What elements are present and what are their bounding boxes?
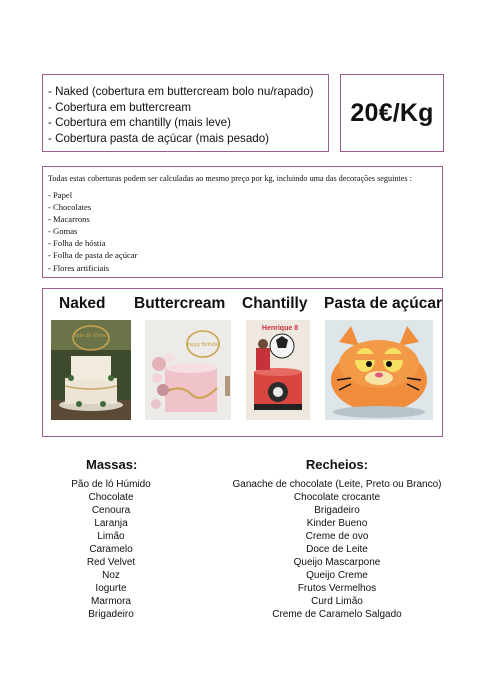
list-item: Curd Limão (311, 596, 363, 607)
list-item: Caramelo (89, 544, 133, 555)
decoration-item: - Papel (48, 190, 73, 200)
decoration-item: - Macarrons (48, 214, 90, 225)
type-title-naked: Naked (59, 295, 106, 312)
list-item: Creme de ovo (305, 531, 369, 542)
covering-chantilly: - Cobertura em chantilly (mais leve) (48, 116, 231, 129)
price-box (340, 74, 444, 152)
recheios-title: Recheios: (305, 457, 369, 472)
decoration-item: - Folha de pasta de açúcar (48, 250, 138, 261)
naked-cake-photo (51, 320, 131, 420)
list-item: Cenoura (91, 505, 131, 516)
naked-topper-text: Bolo de Noivos (72, 333, 110, 339)
decoration-item: - Flores artificiais (48, 262, 110, 273)
covering-naked: - Naked (cobertura em buttercream bolo nu/rapado) (48, 85, 314, 98)
list-item: Creme de Caramelo Salgado (272, 609, 402, 620)
decoration-item: - Folha de hóstia (48, 238, 106, 249)
list-item: Ganache de chocolate (Leite, Preto ou Branco) (232, 479, 442, 490)
list-item: Laranja (94, 518, 128, 529)
decorations-box (42, 166, 443, 278)
chantilly-topper-text: Henrique 8 (261, 325, 299, 332)
list-item: Noz (102, 570, 120, 581)
buttercream-topper-text: Happy Birthday (185, 342, 221, 348)
list-item: Chocolate (88, 492, 134, 503)
list-item: Marmora (90, 596, 131, 607)
decorations-intro: Todas estas coberturas podem ser calculadas ao mesmo preço por kg, incluindo uma das decorações seguintes : (48, 174, 412, 183)
decoration-item: - Gomas (48, 226, 78, 237)
cake-types-box (42, 288, 443, 437)
list-item: Kinder Bueno (306, 518, 368, 529)
decoration-item: - Chocolates (48, 202, 92, 213)
list-item: Iogurte (95, 583, 127, 594)
list-item: Chocolate crocante (293, 492, 381, 503)
coverings-box (42, 74, 329, 152)
type-title-chantilly: Chantilly (242, 295, 308, 312)
massas-title: Massas: (86, 457, 138, 472)
type-title-buttercream: Buttercream (134, 295, 226, 312)
list-item: Pão de ló Húmido (71, 479, 151, 490)
recheios-list (222, 478, 452, 621)
list-item: Frutos Vermelhos (297, 583, 377, 594)
buttercream-cake-photo (145, 320, 231, 420)
list-item: Limão (97, 531, 125, 542)
covering-buttercream: - Cobertura em buttercream (48, 100, 192, 114)
price-label: 20€/Kg (350, 98, 434, 127)
list-item: Brigadeiro (88, 609, 134, 620)
massas-list (56, 478, 166, 621)
list-item: Queijo Mascarpone (293, 557, 381, 568)
list-item: Queijo Creme (306, 570, 368, 581)
chantilly-cake-photo (246, 320, 310, 420)
type-title-fondant: Pasta de açúcar (324, 295, 443, 312)
list-item: Brigadeiro (314, 505, 360, 516)
covering-fondant: - Cobertura pasta de açúcar (mais pesado) (48, 131, 270, 145)
list-item: Red Velvet (86, 557, 136, 568)
fondant-cake-photo (325, 320, 433, 420)
list-item: Doce de Leite (306, 544, 368, 555)
